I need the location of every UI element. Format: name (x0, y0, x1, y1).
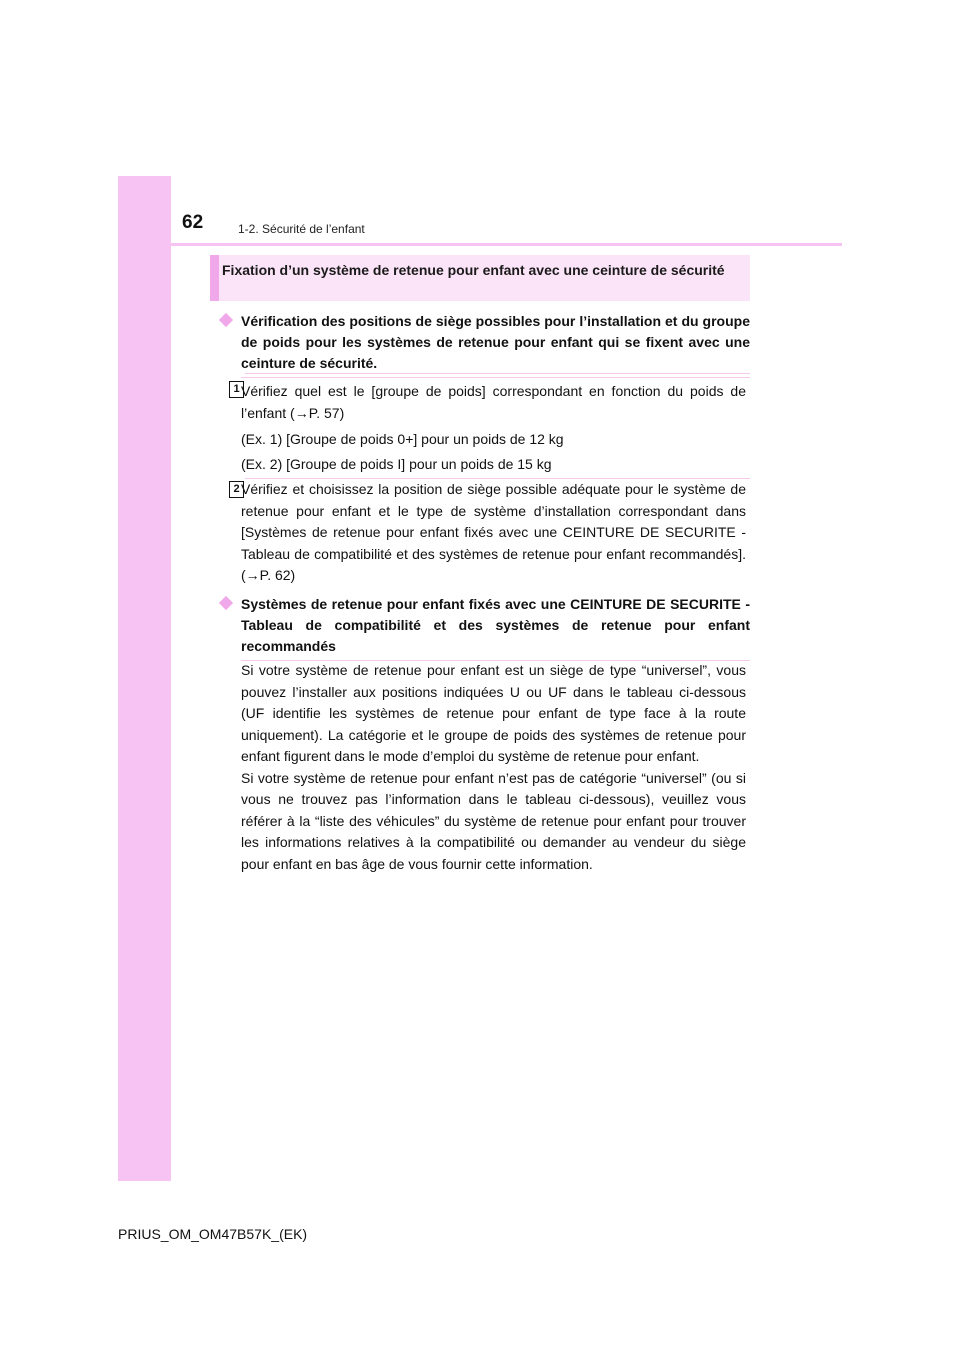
sub-heading-compatibility (217, 594, 750, 661)
section-title: 1-2. Sécurité de l’enfant (238, 222, 365, 236)
page-heading: Fixation d’un système de retenue pour enfant avec une ceinture de sécurité (222, 262, 725, 278)
step-number-badge: 1 (229, 381, 244, 398)
sub-heading-text: Vérification des positions de siège possibles pour l’installation et du groupe de poids pour les systèmes de retenue pour enfant qui se fixent avec une ceinture de sécurité. (241, 313, 750, 371)
step-number-badge: 2 (229, 481, 244, 498)
header-divider (171, 243, 842, 246)
step-1-text: Vérifiez quel est le [groupe de poids] correspondant en fonction du poids de l’enfant (→P. 57) (241, 383, 746, 421)
step-1-example-1: (Ex. 1) [Groupe de poids 0+] pour un poids de 12 kg (241, 431, 564, 447)
document-code-footer: PRIUS_OM_OM47B57K_(EK) (118, 1226, 308, 1242)
step-1-example-2: (Ex. 2) [Groupe de poids I] pour un poids de 15 kg (241, 456, 552, 472)
step-divider (245, 373, 750, 374)
sub-heading-text: Systèmes de retenue pour enfant fixés avec une CEINTURE DE SECURITE - Tableau de compatibilité et des systèmes de retenue pour enfant recommandés (241, 596, 750, 654)
page-number: 62 (182, 212, 204, 233)
diamond-bullet-icon (219, 313, 233, 327)
paragraph-universal: Si votre système de retenue pour enfant est un siège de type “universel”, vous pouvez l’installer aux positions indiquées U ou UF dans le tableau ci-dessous (UF identifie les systèmes de retenue pour enfant de type face à la route uniquement). La catégorie et le groupe de poids des systèmes de retenue pour enfant figurent dans le mode d’emploi du système de retenue pour enfant. (241, 662, 746, 764)
sub-heading-divider (241, 377, 750, 378)
diamond-bullet-icon (219, 596, 233, 610)
compatibility-paragraphs (241, 660, 746, 875)
side-tab-bar (118, 176, 171, 1181)
sub-heading-verification (217, 311, 750, 378)
paragraph-vehicle-list: Si votre système de retenue pour enfant n’est pas de catégorie “universel” (ou si vous ne trouvez pas l’information dans le tableau ci-dessous), veuillez vous référer à la “liste des véhicules” du système de retenue pour enfant pour trouver les informations relatives à la compatibilité ou demander au vendeur du siège pour enfant en bas âge de vous fournir cette information. (241, 769, 746, 872)
step-2-text: Vérifiez et choisissez la position de siège possible adéquate pour le système de retenue pour enfant et le type de système d’installation correspondant dans [Systèmes de retenue pour enfant fixés avec une CEINTURE DE SECURITE - Tableau de compatibilité et des systèmes de retenue pour enfant recommandés]. (→P. 62) (241, 481, 746, 583)
